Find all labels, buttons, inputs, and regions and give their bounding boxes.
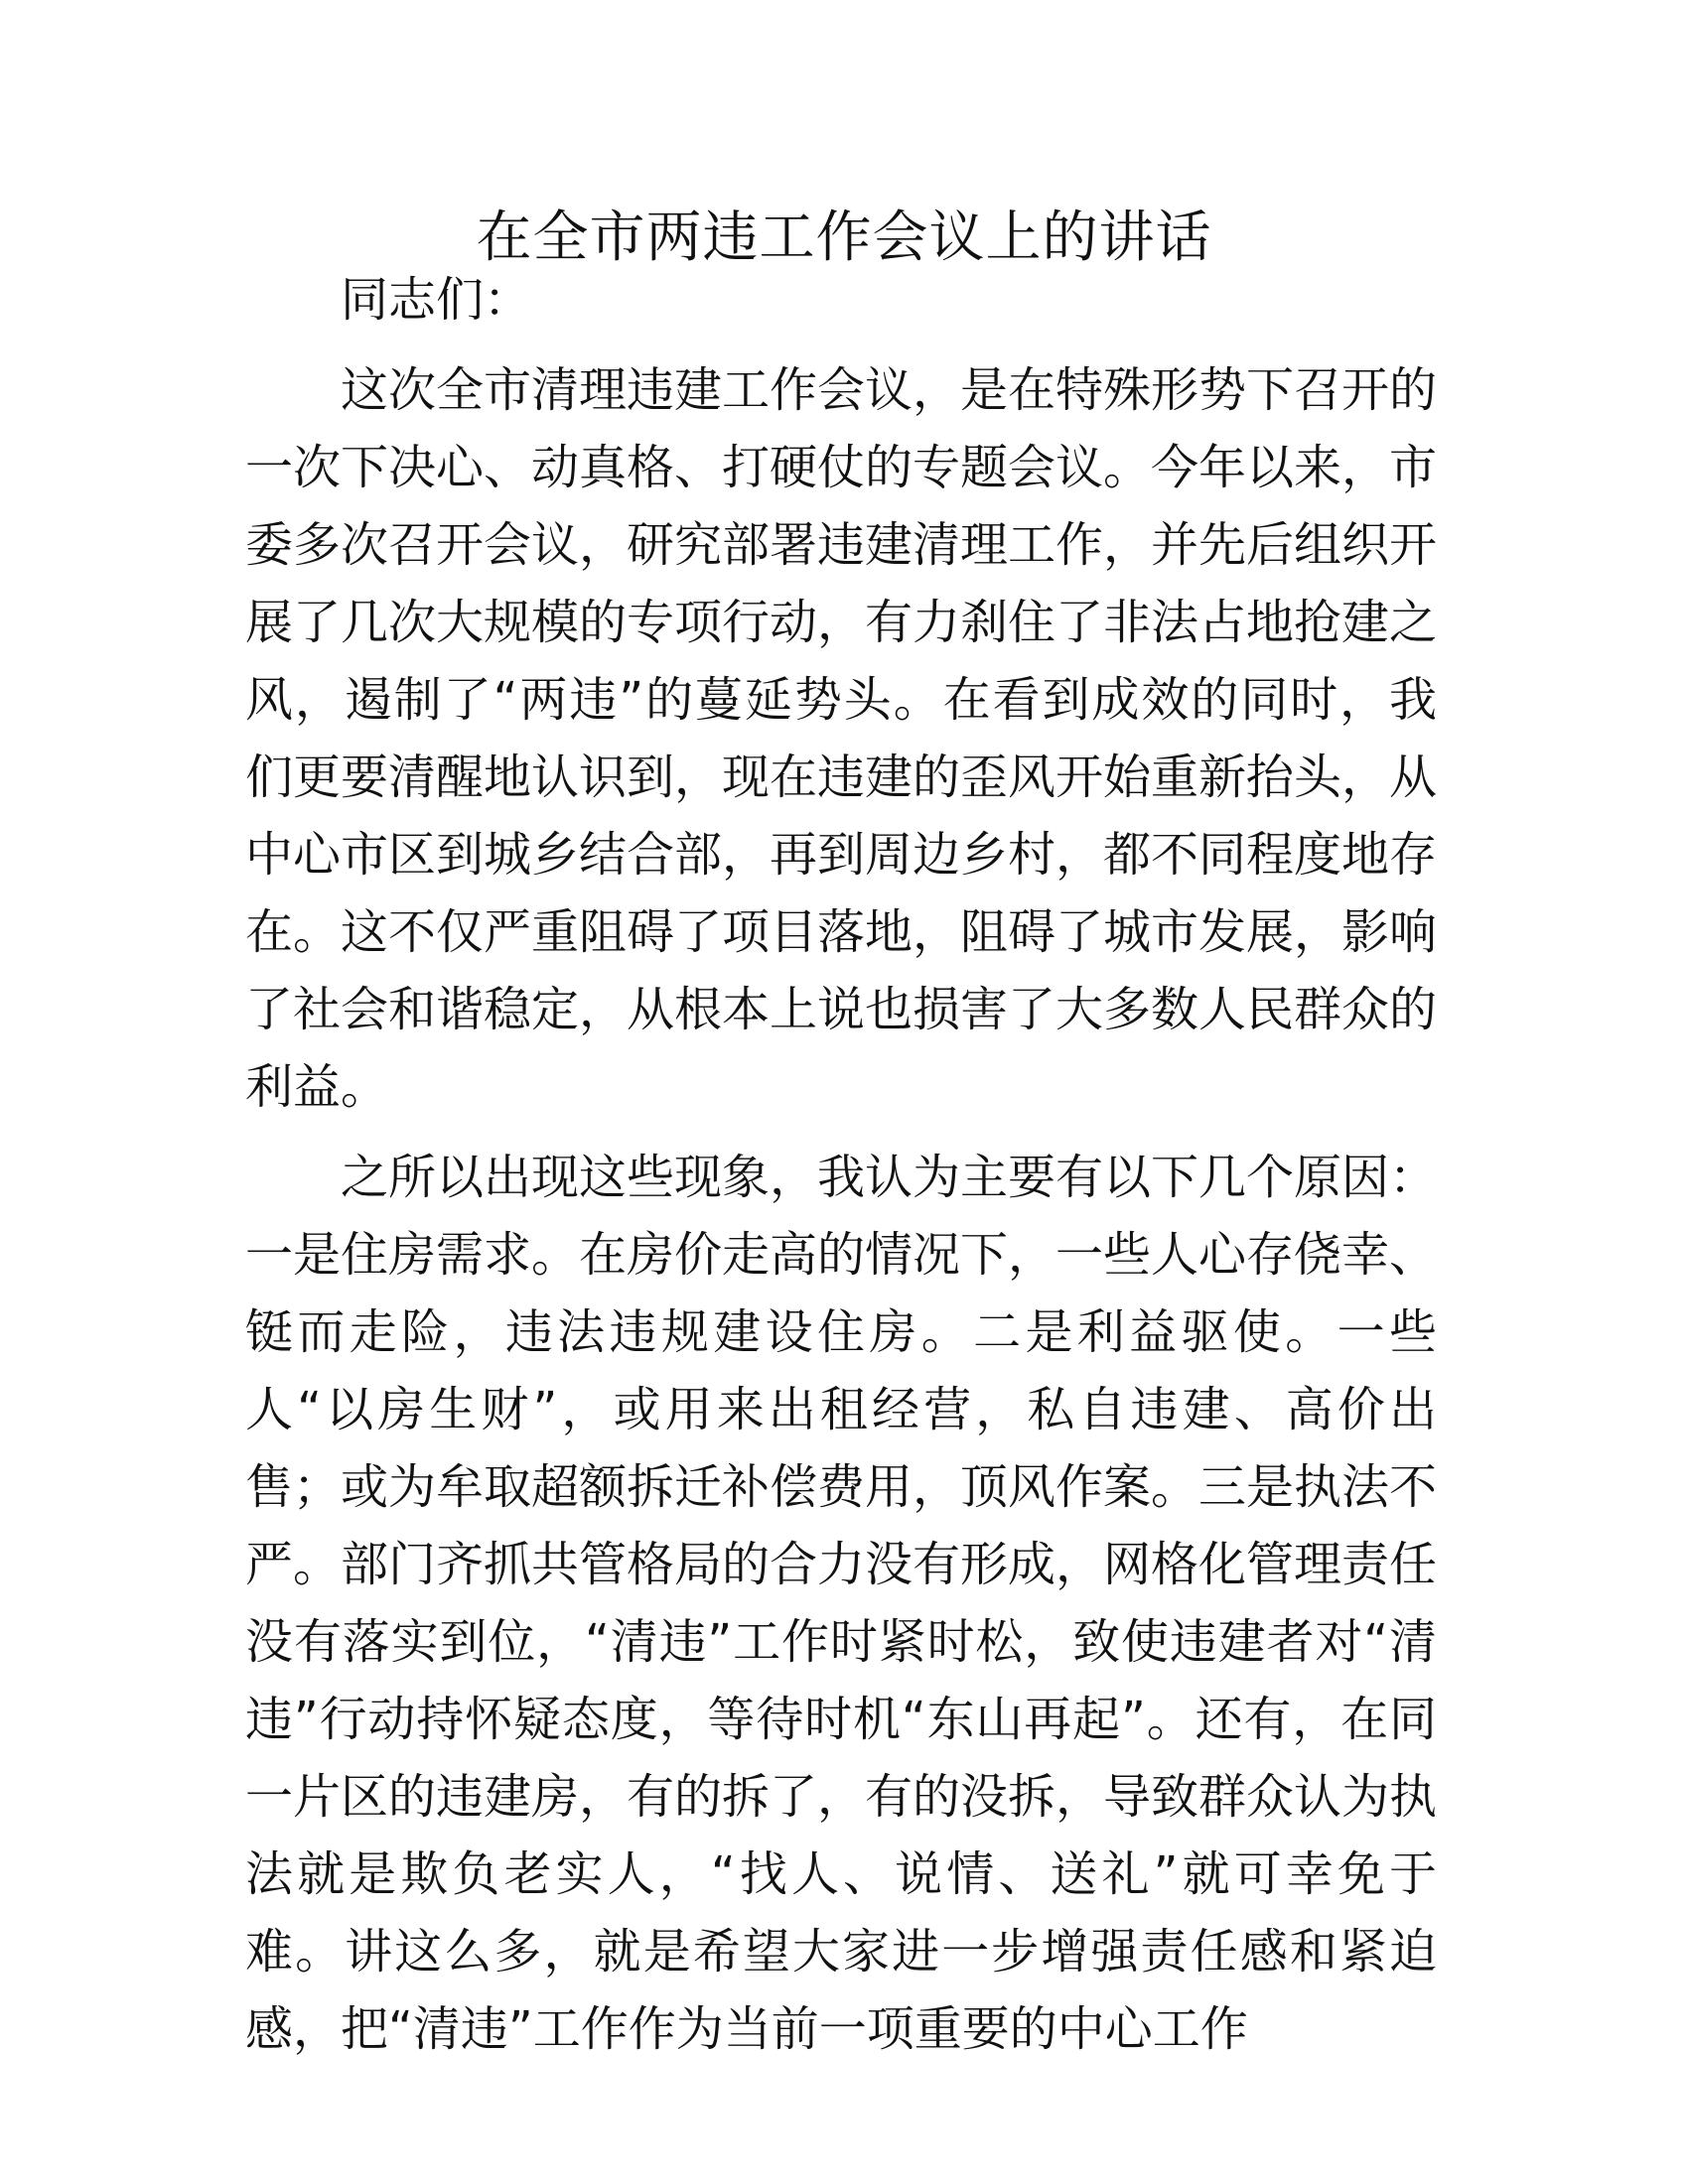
paragraph: 之所以出现这些现象，我认为主要有以下几个原因：一是住房需求。在房价走高的情况下，一些人心存侥幸、铤而走险，违法违规建设住房。二是利益驱使。一些人“以房生财”，或用来出租经营，私自违建、高价出售；或为牟取超额拆迁补偿费用，顶风作案。三是执法不严。部门齐抓共管格局的合力没有形成，网格化管理责任没有落实到位，“清违”工作时紧时松，致使违建者对“清违”行动持怀疑态度，等待时机“东山再起”。还有，在同一片区的违建房，有的拆了，有的没拆，导致群众认为执法就是欺负老实人，“找人、说情、送礼”就可幸免于难。讲这么多，就是希望大家进一步增强责任感和紧迫感，把“清违”工作作为当前一项重要的中心工作 xyxy=(245,1150,1438,2057)
paragraph: 这次全市清理违建工作会议，是在特殊形势下召开的一次下决心、动真格、打硬仗的专题会议。今年以来，市委多次召开会议，研究部署违建清理工作，并先后组织开展了几次大规模的专项行动，有力刹住了非法占地抢建之风，遏制了“两违”的蔓延势头。在看到成效的同时，我们更要清醒地认识到，现在违建的歪风开始重新抬头，从中心市区到城乡结合部，再到周边乡村，都不同程度地存在。这不仅严重阻碍了项目落地，阻碍了城市发展，影响了社会和谐稳定，从根本上说也损害了大多数人民群众的利益。 xyxy=(245,362,1438,1115)
document-title: 在全市两违工作会议上的讲话 xyxy=(476,205,1212,270)
salutation: 同志们： xyxy=(341,272,532,328)
document-body xyxy=(245,261,1437,2081)
